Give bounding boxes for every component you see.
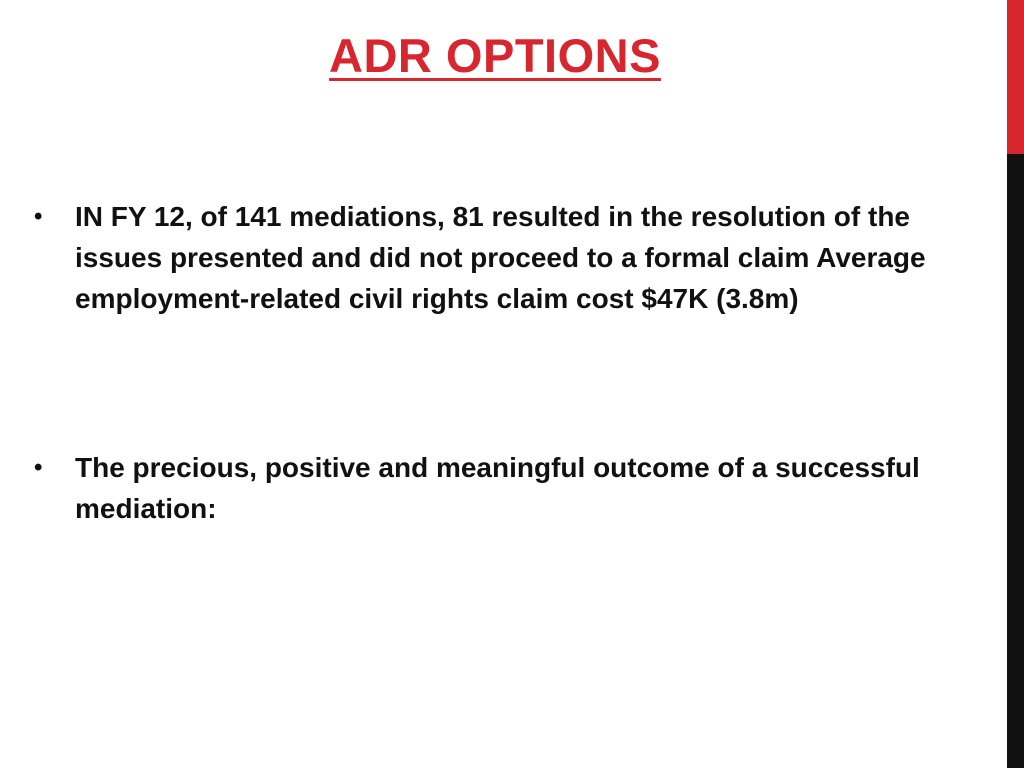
bullet-text: IN FY 12, of 141 mediations, 81 resulted in the resolution of the issues presented and did not proceed to a formal claim Average employment-related civil rights claim cost $47K (3.8m) [75,201,926,314]
bullet-text: The precious, positive and meaningful outcome of a successful mediation: [75,452,920,524]
bullet-item [30,196,975,319]
side-accent-bar-red [1007,0,1024,154]
side-accent-bar [1007,0,1024,768]
side-accent-bar-black [1007,154,1024,768]
bullet-list [30,196,975,529]
bullet-marker: • [34,203,43,230]
bullet-item [30,447,975,529]
slide-title: ADR OPTIONS [329,29,661,82]
bullet-marker: • [34,454,43,481]
